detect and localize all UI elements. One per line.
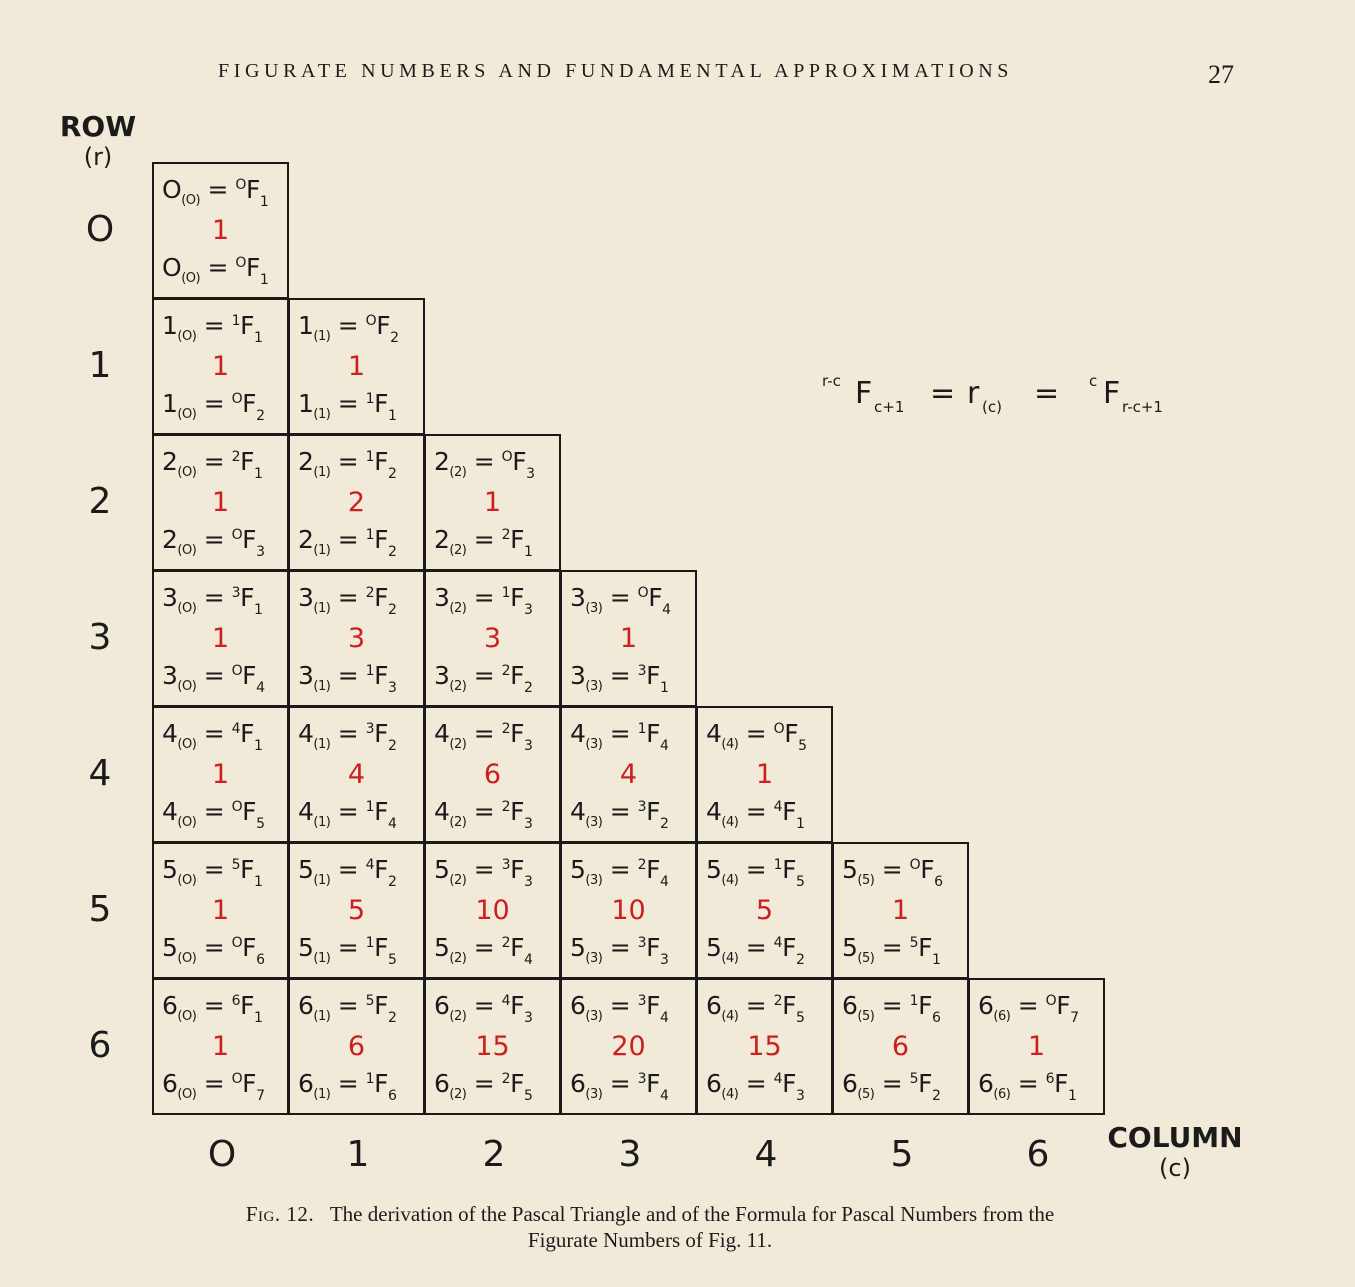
triangle-cell xyxy=(560,570,697,707)
cell-lower-equation: $6_{(4)} = ^4F_3$ xyxy=(706,1069,805,1104)
page-number: 27 xyxy=(1208,60,1234,89)
cell-upper-equation: $2_{(1)} = ^1F_2$ xyxy=(298,447,397,482)
cell-upper-equation: $6_{(6)} = ^OF_7$ xyxy=(978,991,1079,1026)
cell-upper-equation: $3_{(3)} = ^OF_4$ xyxy=(570,583,671,618)
cell-upper-equation: $5_{(3)} = ^2F_4$ xyxy=(570,855,669,890)
triangle-cell xyxy=(152,978,289,1115)
pascal-number: 2 xyxy=(347,487,366,518)
pascal-number: 1 xyxy=(211,351,230,382)
cell-lower-equation: $4_{(3)} = ^3F_2$ xyxy=(570,797,669,832)
pascal-number: 5 xyxy=(755,895,774,926)
cell-upper-equation: $1_{(1)} = ^OF_2$ xyxy=(298,311,399,346)
cell-lower-equation: $O_{(O)} = ^OF_1$ xyxy=(162,253,269,288)
triangle-cell xyxy=(424,706,561,843)
cell-upper-equation: $5_{(5)} = ^OF_6$ xyxy=(842,855,943,890)
triangle-cell xyxy=(424,570,561,707)
formula-rhs-pre: c xyxy=(1089,372,1098,390)
pascal-number: 15 xyxy=(747,1031,782,1062)
running-title: FIGURATE NUMBERS AND FUNDAMENTAL APPROXIMATIONS xyxy=(218,60,1014,82)
triangle-cell xyxy=(968,978,1105,1115)
cell-lower-equation: $4_{(2)} = ^2F_3$ xyxy=(434,797,533,832)
cell-lower-equation: $2_{(1)} = ^1F_2$ xyxy=(298,525,397,560)
column-number-label: 6 xyxy=(1026,1134,1050,1175)
cell-upper-equation: $1_{(O)} = ^1F_1$ xyxy=(162,311,263,346)
cell-upper-equation: $6_{(1)} = ^5F_2$ xyxy=(298,991,397,1026)
cell-lower-equation: $5_{(2)} = ^2F_4$ xyxy=(434,933,533,968)
cell-lower-equation: $4_{(O)} = ^OF_5$ xyxy=(162,797,265,832)
pascal-number: 1 xyxy=(1027,1031,1046,1062)
cell-upper-equation: $2_{(2)} = ^OF_3$ xyxy=(434,447,535,482)
column-number-label: 4 xyxy=(754,1134,778,1175)
column-number-label: 5 xyxy=(890,1134,914,1175)
pascal-number: 4 xyxy=(619,759,638,790)
row-number-label: 3 xyxy=(88,617,112,658)
formula-eq-2: = xyxy=(1034,376,1060,411)
cell-upper-equation: $3_{(2)} = ^1F_3$ xyxy=(434,583,533,618)
pascal-number: 6 xyxy=(347,1031,366,1062)
triangle-cell xyxy=(560,978,697,1115)
cell-lower-equation: $5_{(1)} = ^1F_5$ xyxy=(298,933,397,968)
row-heading-label: ROW xyxy=(59,110,137,143)
cell-upper-equation: $6_{(3)} = ^3F_4$ xyxy=(570,991,669,1026)
cell-upper-equation: $6_{(O)} = ^6F_1$ xyxy=(162,991,263,1026)
cell-upper-equation: $4_{(2)} = ^2F_3$ xyxy=(434,719,533,754)
cell-upper-equation: $5_{(O)} = ^5F_1$ xyxy=(162,855,263,890)
cell-lower-equation: $6_{(3)} = ^3F_4$ xyxy=(570,1069,669,1104)
pascal-number: 10 xyxy=(475,895,510,926)
column-number-label: 2 xyxy=(482,1134,506,1175)
cell-upper-equation: $6_{(2)} = ^4F_3$ xyxy=(434,991,533,1026)
formula-eq-1: = xyxy=(930,376,956,411)
column-number-label: O xyxy=(207,1134,237,1175)
pascal-number: 1 xyxy=(619,623,638,654)
pascal-number: 1 xyxy=(211,623,230,654)
cell-lower-equation: $6_{(5)} = ^5F_2$ xyxy=(842,1069,941,1104)
row-number-label: 4 xyxy=(88,753,112,794)
cell-upper-equation: $5_{(1)} = ^4F_2$ xyxy=(298,855,397,890)
triangle-cell xyxy=(424,842,561,979)
triangle-cell xyxy=(152,706,289,843)
triangle-cell xyxy=(288,434,425,571)
figure-caption xyxy=(150,1201,1150,1253)
triangle-cell xyxy=(832,978,969,1115)
column-axis-heading xyxy=(1105,1123,1245,1183)
cell-upper-equation: $4_{(1)} = ^3F_2$ xyxy=(298,719,397,754)
pascal-number: 1 xyxy=(211,759,230,790)
column-heading-label: COLUMN xyxy=(1107,1121,1243,1154)
cell-upper-equation: $6_{(5)} = ^1F_6$ xyxy=(842,991,941,1026)
pascal-number: 20 xyxy=(611,1031,646,1062)
column-number-label: 3 xyxy=(618,1134,642,1175)
row-heading-symbol: (r) xyxy=(83,143,113,171)
cell-lower-equation: $2_{(O)} = ^OF_3$ xyxy=(162,525,265,560)
column-heading-symbol: (c) xyxy=(1159,1154,1191,1182)
triangle-cell xyxy=(288,706,425,843)
cell-lower-equation: $5_{(4)} = ^4F_2$ xyxy=(706,933,805,968)
triangle-cell xyxy=(152,570,289,707)
pascal-number: 6 xyxy=(483,759,502,790)
cell-upper-equation: $5_{(4)} = ^1F_5$ xyxy=(706,855,805,890)
triangle-cell xyxy=(288,842,425,979)
cell-lower-equation: $3_{(1)} = ^1F_3$ xyxy=(298,661,397,696)
pascal-number: 10 xyxy=(611,895,646,926)
pascal-number: 1 xyxy=(755,759,774,790)
triangle-cell xyxy=(288,978,425,1115)
triangle-cell xyxy=(424,434,561,571)
cell-lower-equation: $3_{(2)} = ^2F_2$ xyxy=(434,661,533,696)
caption-line-2: Figurate Numbers of Fig. 11. xyxy=(527,1228,773,1252)
formula-lhs-sub: c+1 xyxy=(874,398,905,416)
cell-upper-equation: $O_{(O)} = ^OF_1$ xyxy=(162,175,269,210)
formula-lhs-pre: r-c xyxy=(822,372,841,390)
pascal-number: 1 xyxy=(483,487,502,518)
formula-lhs-base: F xyxy=(855,376,873,411)
cell-lower-equation: $3_{(3)} = ^3F_1$ xyxy=(570,661,669,696)
row-number-label: 5 xyxy=(88,889,112,930)
triangle-cell xyxy=(560,706,697,843)
cell-upper-equation: $5_{(2)} = ^3F_3$ xyxy=(434,855,533,890)
formula-rhs-sub: r-c+1 xyxy=(1122,398,1163,416)
row-number-label: 1 xyxy=(88,345,112,386)
pascal-number: 5 xyxy=(347,895,366,926)
pascal-number: 3 xyxy=(347,623,366,654)
cell-lower-equation: $3_{(O)} = ^OF_4$ xyxy=(162,661,265,696)
pascal-number: 3 xyxy=(483,623,502,654)
triangle-cell xyxy=(152,434,289,571)
figure-label: Fig. 12. xyxy=(245,1202,315,1226)
row-number-label: 2 xyxy=(88,481,112,522)
cell-lower-equation: $6_{(6)} = ^6F_1$ xyxy=(978,1069,1077,1104)
cell-lower-equation: $5_{(3)} = ^3F_3$ xyxy=(570,933,669,968)
triangle-cell xyxy=(288,570,425,707)
cell-lower-equation: $4_{(4)} = ^4F_1$ xyxy=(706,797,805,832)
cell-upper-equation: $4_{(O)} = ^4F_1$ xyxy=(162,719,263,754)
cell-lower-equation: $6_{(O)} = ^OF_7$ xyxy=(162,1069,265,1104)
cell-upper-equation: $4_{(3)} = ^1F_4$ xyxy=(570,719,669,754)
triangle-cell xyxy=(696,978,833,1115)
cell-upper-equation: $4_{(4)} = ^OF_5$ xyxy=(706,719,807,754)
pascal-number: 1 xyxy=(347,351,366,382)
column-number-label: 1 xyxy=(346,1134,370,1175)
cell-lower-equation: $5_{(5)} = ^5F_1$ xyxy=(842,933,941,968)
pascal-number: 1 xyxy=(211,1031,230,1062)
cell-upper-equation: $3_{(1)} = ^2F_2$ xyxy=(298,583,397,618)
formula-rhs-base: F xyxy=(1103,376,1121,411)
triangle-cell xyxy=(152,298,289,435)
triangle-cell xyxy=(696,706,833,843)
triangle-cell xyxy=(424,978,561,1115)
cell-lower-equation: $6_{(2)} = ^2F_5$ xyxy=(434,1069,533,1104)
pascal-number: 15 xyxy=(475,1031,510,1062)
triangle-cell xyxy=(832,842,969,979)
pascal-number: 6 xyxy=(891,1031,910,1062)
cell-lower-equation: $5_{(O)} = ^OF_6$ xyxy=(162,933,265,968)
cell-lower-equation: $1_{(O)} = ^OF_2$ xyxy=(162,389,265,424)
triangle-cell xyxy=(152,162,289,299)
pascal-number: 1 xyxy=(891,895,910,926)
pascal-number-formula xyxy=(822,372,1192,422)
triangle-cell xyxy=(560,842,697,979)
cell-lower-equation: $2_{(2)} = ^2F_1$ xyxy=(434,525,533,560)
pascal-number: 1 xyxy=(211,215,230,246)
pascal-number: 1 xyxy=(211,487,230,518)
cell-lower-equation: $6_{(1)} = ^1F_6$ xyxy=(298,1069,397,1104)
cell-lower-equation: $4_{(1)} = ^1F_4$ xyxy=(298,797,397,832)
caption-line-1: The derivation of the Pascal Triangle and of the Formula for Pascal Numbers from the xyxy=(329,1202,1055,1226)
row-number-label: 6 xyxy=(88,1025,112,1066)
cell-lower-equation: $1_{(1)} = ^1F_1$ xyxy=(298,389,397,424)
formula-mid-base: r xyxy=(967,376,980,411)
triangle-cell xyxy=(696,842,833,979)
cell-upper-equation: $2_{(O)} = ^2F_1$ xyxy=(162,447,263,482)
pascal-number: 4 xyxy=(347,759,366,790)
cell-upper-equation: $3_{(O)} = ^3F_1$ xyxy=(162,583,263,618)
row-axis-heading xyxy=(58,112,138,172)
cell-upper-equation: $6_{(4)} = ^2F_5$ xyxy=(706,991,805,1026)
formula-mid-sub: (c) xyxy=(982,398,1002,416)
row-number-label: O xyxy=(85,209,115,250)
triangle-cell xyxy=(288,298,425,435)
pascal-number: 1 xyxy=(211,895,230,926)
triangle-cell xyxy=(152,842,289,979)
